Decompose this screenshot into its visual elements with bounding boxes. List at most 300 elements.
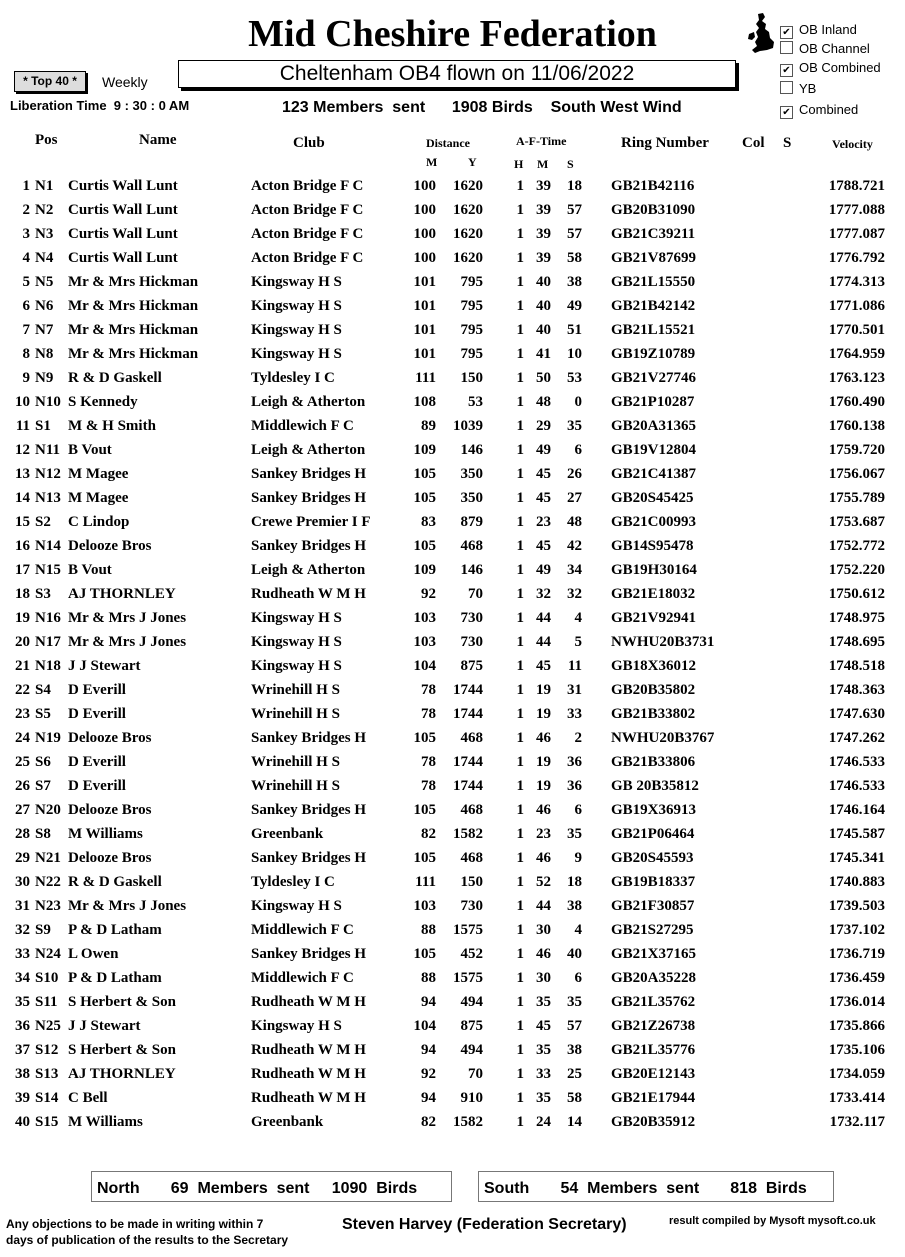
position-cell: 33 [15,946,30,962]
hours-cell: 1 [516,634,524,650]
table-row [0,992,905,1016]
section-cell: N6 [35,298,54,314]
name-cell: P & D Latham [68,970,162,986]
club-cell: Acton Bridge F C [251,250,364,266]
ring-number-cell: GB21C39211 [611,226,696,242]
ring-number-cell: GB 20B35812 [611,778,699,794]
checkbox-ob-channel[interactable]: OB Channel [780,40,870,58]
table-row [0,1040,905,1064]
minutes-cell: 35 [536,1090,551,1106]
col-name: Name [139,132,177,148]
name-cell: D Everill [68,754,126,770]
velocity-cell: 1734.059 [828,1066,885,1082]
position-cell: 23 [15,706,30,722]
seconds-cell: 33 [567,706,582,722]
minutes-cell: 44 [536,634,551,650]
velocity-cell: 1776.792 [828,250,885,266]
section-cell: S10 [35,970,59,986]
page-title: Mid Cheshire Federation [248,13,657,55]
yards-cell: 146 [460,562,483,578]
velocity-cell: 1748.975 [828,610,885,626]
velocity-cell: 1747.262 [828,730,885,746]
hours-cell: 1 [516,346,524,362]
miles-cell: 103 [413,610,436,626]
position-cell: 6 [22,298,30,314]
yards-cell: 452 [460,946,483,962]
minutes-cell: 45 [536,658,551,674]
name-cell: Delooze Bros [68,802,152,818]
hours-cell: 1 [516,826,524,842]
miles-cell: 83 [421,514,436,530]
ring-number-cell: GB20B35802 [611,682,696,698]
ring-number-cell: GB19X36913 [611,802,697,818]
club-cell: Sankey Bridges H [251,538,367,554]
position-cell: 35 [15,994,30,1010]
yards-cell: 494 [460,1042,483,1058]
hours-cell: 1 [516,298,524,314]
ring-number-cell: GB20B35912 [611,1114,696,1130]
table-row [0,200,905,224]
minutes-cell: 44 [536,898,551,914]
miles-cell: 100 [413,226,436,242]
ring-number-cell: GB21L35776 [611,1042,696,1058]
col-colour: Col [742,135,765,151]
minutes-cell: 45 [536,466,551,482]
section-cell: N3 [35,226,54,242]
minutes-cell: 29 [536,418,551,434]
yards-cell: 795 [460,298,483,314]
velocity-cell: 1774.313 [828,274,885,290]
miles-cell: 101 [413,322,436,338]
club-cell: Wrinehill H S [251,706,340,722]
club-cell: Sankey Bridges H [251,730,367,746]
hours-cell: 1 [516,490,524,506]
minutes-cell: 35 [536,1042,551,1058]
yards-cell: 1744 [453,706,483,722]
hours-cell: 1 [516,514,524,530]
yards-cell: 795 [460,346,483,362]
club-cell: Crewe Premier I F [251,514,371,530]
minutes-cell: 46 [536,946,551,962]
miles-cell: 103 [413,634,436,650]
checkbox-combined[interactable]: ✔ Combined [780,101,858,119]
yards-cell: 730 [460,610,483,626]
hours-cell: 1 [516,898,524,914]
club-cell: Wrinehill H S [251,754,340,770]
club-cell: Middlewich F C [251,922,354,938]
ring-number-cell: GB21B42116 [611,178,695,194]
club-cell: Greenbank [251,826,324,842]
velocity-cell: 1777.087 [828,226,885,242]
checkbox-ob-combined[interactable]: ✔ OB Combined [780,59,881,77]
club-cell: Rudheath W M H [251,994,366,1010]
position-cell: 11 [15,418,30,434]
hours-cell: 1 [516,682,524,698]
hours-cell: 1 [516,802,524,818]
minutes-cell: 50 [536,370,551,386]
seconds-cell: 38 [567,898,582,914]
velocity-cell: 1750.612 [828,586,885,602]
table-row [0,1088,905,1112]
club-cell: Middlewich F C [251,418,354,434]
seconds-cell: 32 [567,586,582,602]
minutes-cell: 45 [536,490,551,506]
position-cell: 15 [15,514,30,530]
yards-cell: 70 [468,1066,483,1082]
yards-cell: 150 [460,370,483,386]
name-cell: Curtis Wall Lunt [68,178,178,194]
hours-cell: 1 [516,322,524,338]
ring-number-cell: GB20A31365 [611,418,697,434]
ring-number-cell: GB21L15550 [611,274,696,290]
club-cell: Acton Bridge F C [251,202,364,218]
yards-cell: 350 [460,490,483,506]
club-cell: Rudheath W M H [251,1090,366,1106]
yards-cell: 1620 [453,226,483,242]
minutes-cell: 23 [536,826,551,842]
minutes-cell: 40 [536,274,551,290]
table-row [0,848,905,872]
section-cell: N1 [35,178,54,194]
velocity-cell: 1735.866 [828,1018,885,1034]
velocity-cell: 1746.533 [828,778,885,794]
yards-cell: 1575 [453,970,483,986]
velocity-cell: 1760.138 [828,418,885,434]
ring-number-cell: GB21Z26738 [611,1018,696,1034]
hours-cell: 1 [516,658,524,674]
section-cell: N23 [35,898,61,914]
name-cell: D Everill [68,706,126,722]
section-cell: S7 [35,778,51,794]
yards-cell: 879 [460,514,483,530]
section-cell: N18 [35,658,61,674]
name-cell: P & D Latham [68,922,162,938]
seconds-cell: 57 [567,226,582,242]
seconds-cell: 34 [567,562,582,578]
velocity-cell: 1764.959 [828,346,885,362]
minutes-cell: 19 [536,778,551,794]
position-cell: 17 [15,562,30,578]
miles-cell: 94 [421,1042,436,1058]
ring-number-cell: GB21B42142 [611,298,696,314]
club-cell: Kingsway H S [251,898,342,914]
hours-cell: 1 [516,778,524,794]
club-cell: Kingsway H S [251,346,342,362]
ring-number-cell: GB21X37165 [611,946,697,962]
section-cell: N16 [35,610,61,626]
ring-number-cell: GB21L15521 [611,322,696,338]
club-cell: Kingsway H S [251,1018,342,1034]
velocity-cell: 1745.587 [828,826,885,842]
yards-cell: 1582 [453,1114,483,1130]
name-cell: Mr & Mrs Hickman [68,274,199,290]
section-cell: N7 [35,322,54,338]
ring-number-cell: GB21F30857 [611,898,695,914]
minutes-cell: 39 [536,178,551,194]
miles-cell: 109 [413,442,436,458]
yards-cell: 875 [460,1018,483,1034]
miles-cell: 78 [421,754,436,770]
yards-cell: 730 [460,898,483,914]
ring-number-cell: GB21B33802 [611,706,696,722]
hours-cell: 1 [516,274,524,290]
ring-number-cell: GB19V12804 [611,442,697,458]
name-cell: Mr & Mrs J Jones [68,634,187,650]
col-miles: M [426,155,438,169]
seconds-cell: 38 [567,1042,582,1058]
hours-cell: 1 [516,754,524,770]
miles-cell: 105 [413,802,436,818]
ring-number-cell: GB21C00993 [611,514,697,530]
name-cell: Delooze Bros [68,538,152,554]
table-row [0,392,905,416]
position-cell: 32 [15,922,30,938]
table-row [0,968,905,992]
name-cell: D Everill [68,778,126,794]
table-row [0,944,905,968]
name-cell: Curtis Wall Lunt [68,202,178,218]
club-cell: Middlewich F C [251,970,354,986]
race-title: Cheltenham OB4 flown on 11/06/2022 [178,60,736,88]
table-row [0,728,905,752]
table-row [0,536,905,560]
seconds-cell: 36 [567,778,582,794]
table-row [0,800,905,824]
section-cell: N8 [35,346,54,362]
section-cell: S14 [35,1090,59,1106]
yards-cell: 795 [460,274,483,290]
position-cell: 8 [22,346,30,362]
ring-number-cell: GB20S45593 [611,850,694,866]
club-cell: Kingsway H S [251,322,342,338]
table-row [0,224,905,248]
hours-cell: 1 [516,394,524,410]
seconds-cell: 42 [567,538,582,554]
section-cell: S15 [35,1114,59,1130]
name-cell: Delooze Bros [68,850,152,866]
velocity-cell: 1746.533 [828,754,885,770]
name-cell: AJ THORNLEY [68,586,176,602]
yards-cell: 350 [460,466,483,482]
ring-number-cell: GB21P10287 [611,394,695,410]
minutes-cell: 32 [536,586,551,602]
name-cell: AJ THORNLEY [68,1066,176,1082]
name-cell: J J Stewart [68,658,141,674]
table-row [0,1016,905,1040]
col-ring: Ring Number [621,135,709,151]
name-cell: M & H Smith [68,418,156,434]
hours-cell: 1 [516,178,524,194]
yards-cell: 795 [460,322,483,338]
secretary-name: Steven Harvey (Federation Secretary) [342,1216,627,1233]
yards-cell: 53 [468,394,483,410]
miles-cell: 78 [421,706,436,722]
miles-cell: 101 [413,274,436,290]
hours-cell: 1 [516,562,524,578]
position-cell: 27 [15,802,30,818]
col-aftime: A-F-Time [516,134,567,148]
yards-cell: 468 [460,730,483,746]
section-cell: N20 [35,802,61,818]
checkbox-yb[interactable]: YB [780,80,816,98]
seconds-cell: 6 [574,442,582,458]
club-cell: Wrinehill H S [251,778,340,794]
seconds-cell: 53 [567,370,582,386]
miles-cell: 92 [421,586,436,602]
minutes-cell: 46 [536,730,551,746]
minutes-cell: 19 [536,682,551,698]
yards-cell: 150 [460,874,483,890]
yards-cell: 1620 [453,250,483,266]
ring-number-cell: GB21B33806 [611,754,696,770]
club-cell: Wrinehill H S [251,682,340,698]
velocity-cell: 1739.503 [828,898,885,914]
minutes-cell: 23 [536,514,551,530]
club-cell: Sankey Bridges H [251,850,367,866]
minutes-cell: 19 [536,754,551,770]
miles-cell: 105 [413,466,436,482]
velocity-cell: 1736.719 [828,946,885,962]
velocity-cell: 1737.102 [828,922,885,938]
hours-cell: 1 [516,1018,524,1034]
club-cell: Acton Bridge F C [251,178,364,194]
position-cell: 30 [15,874,30,890]
section-cell: N13 [35,490,61,506]
col-club: Club [293,135,325,151]
name-cell: Mr & Mrs Hickman [68,322,199,338]
table-row [0,1112,905,1136]
yards-cell: 468 [460,802,483,818]
miles-cell: 104 [413,658,436,674]
minutes-cell: 40 [536,322,551,338]
ring-number-cell: NWHU20B3767 [611,730,715,746]
name-cell: M Magee [68,490,129,506]
velocity-cell: 1745.341 [828,850,885,866]
minutes-cell: 46 [536,850,551,866]
miles-cell: 94 [421,1090,436,1106]
section-cell: N17 [35,634,61,650]
ring-number-cell: GB21P06464 [611,826,695,842]
velocity-cell: 1748.518 [828,658,885,674]
ring-number-cell: GB20B31090 [611,202,696,218]
yards-cell: 146 [460,442,483,458]
minutes-cell: 30 [536,922,551,938]
position-cell: 38 [15,1066,30,1082]
ring-number-cell: GB21E17944 [611,1090,696,1106]
name-cell: S Herbert & Son [68,994,176,1010]
hours-cell: 1 [516,1066,524,1082]
position-cell: 3 [22,226,30,242]
table-row [0,752,905,776]
velocity-cell: 1759.720 [828,442,885,458]
position-cell: 26 [15,778,30,794]
section-cell: N15 [35,562,61,578]
position-cell: 37 [15,1042,30,1058]
velocity-cell: 1777.088 [828,202,885,218]
name-cell: S Kennedy [68,394,138,410]
name-cell: R & D Gaskell [68,370,162,386]
table-row [0,896,905,920]
yards-cell: 1039 [453,418,483,434]
minutes-cell: 49 [536,442,551,458]
table-row [0,440,905,464]
ring-number-cell: GB19Z10789 [611,346,696,362]
hours-cell: 1 [516,538,524,554]
miles-cell: 82 [421,1114,436,1130]
seconds-cell: 31 [567,682,582,698]
seconds-cell: 14 [567,1114,582,1130]
club-cell: Sankey Bridges H [251,490,367,506]
seconds-cell: 4 [574,610,582,626]
checkbox-ob-inland[interactable]: ✔ OB Inland [780,21,857,39]
club-cell: Kingsway H S [251,658,342,674]
velocity-cell: 1756.067 [828,466,885,482]
section-cell: N2 [35,202,54,218]
ring-number-cell: GB19H30164 [611,562,697,578]
yards-cell: 494 [460,994,483,1010]
seconds-cell: 36 [567,754,582,770]
section-cell: S8 [35,826,51,842]
section-cell: N4 [35,250,54,266]
section-cell: S12 [35,1042,59,1058]
section-cell: N19 [35,730,61,746]
position-cell: 13 [15,466,30,482]
position-cell: 19 [15,610,30,626]
miles-cell: 105 [413,946,436,962]
miles-cell: 89 [421,418,436,434]
velocity-cell: 1747.630 [828,706,885,722]
ring-number-cell: GB19B18337 [611,874,696,890]
section-cell: N9 [35,370,54,386]
seconds-cell: 51 [567,322,582,338]
name-cell: Mr & Mrs Hickman [68,346,199,362]
miles-cell: 88 [421,970,436,986]
yards-cell: 875 [460,658,483,674]
seconds-cell: 38 [567,274,582,290]
club-cell: Leigh & Atherton [251,562,366,578]
table-row [0,512,905,536]
hours-cell: 1 [516,874,524,890]
table-row [0,704,905,728]
table-row [0,416,905,440]
velocity-cell: 1733.414 [828,1090,885,1106]
velocity-cell: 1748.695 [828,634,885,650]
hours-cell: 1 [516,442,524,458]
hours-cell: 1 [516,1090,524,1106]
velocity-cell: 1788.721 [828,178,885,194]
club-cell: Rudheath W M H [251,586,366,602]
seconds-cell: 58 [567,1090,582,1106]
name-cell: L Owen [68,946,119,962]
miles-cell: 100 [413,250,436,266]
seconds-cell: 35 [567,826,582,842]
name-cell: B Vout [68,562,112,578]
table-row [0,560,905,584]
position-cell: 4 [22,250,30,266]
seconds-cell: 49 [567,298,582,314]
weekly-label: Weekly [102,74,148,90]
position-cell: 21 [15,658,30,674]
miles-cell: 105 [413,730,436,746]
table-row [0,248,905,272]
velocity-cell: 1760.490 [828,394,885,410]
seconds-cell: 6 [574,970,582,986]
top40-badge: * Top 40 * [14,71,86,92]
ring-number-cell: GB21C41387 [611,466,697,482]
miles-cell: 103 [413,898,436,914]
table-row [0,344,905,368]
position-cell: 5 [22,274,30,290]
